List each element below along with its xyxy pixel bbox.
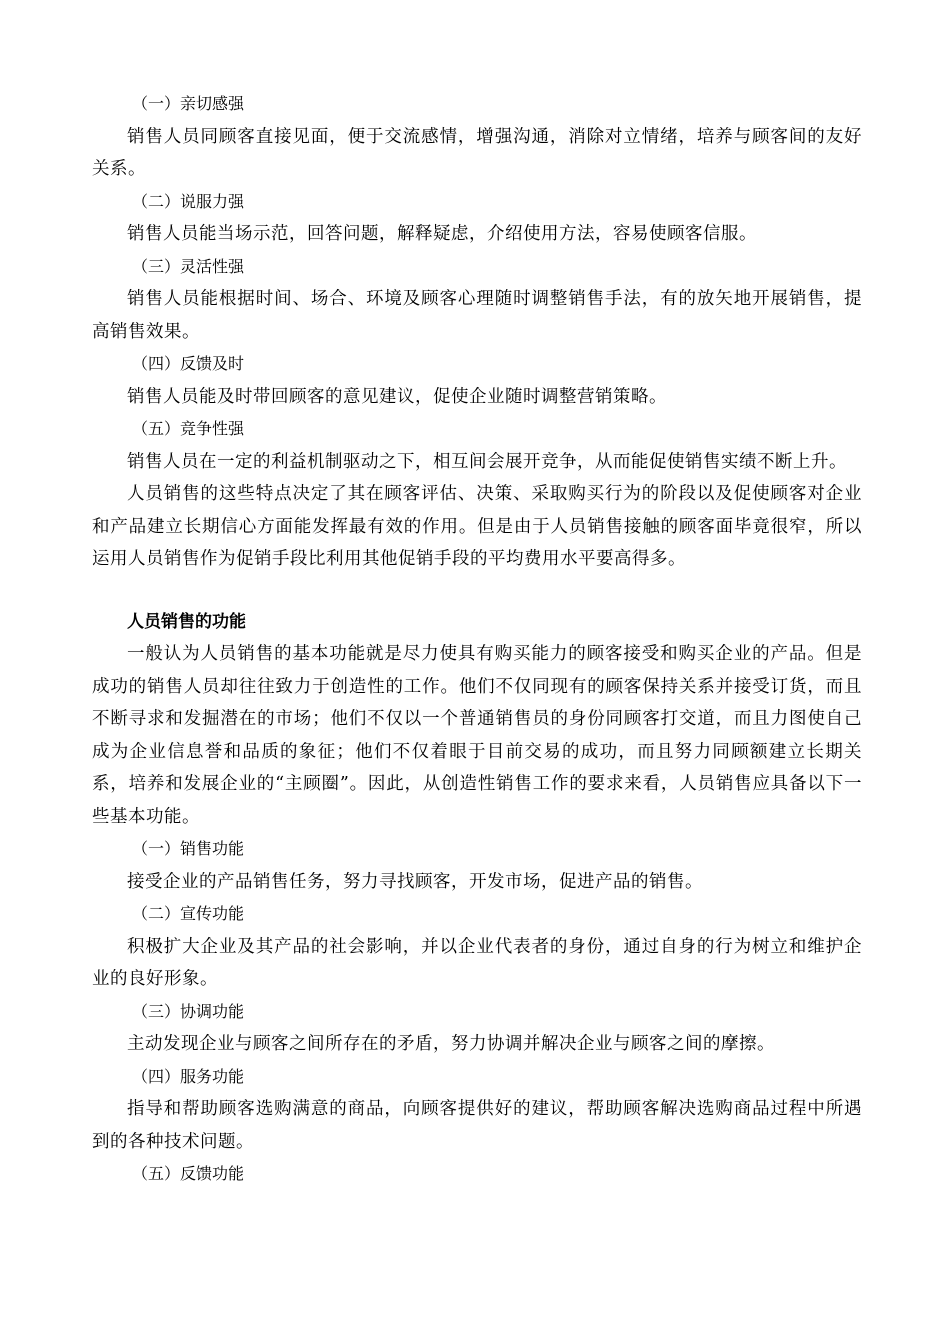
paragraph: 指导和帮助顾客选购满意的商品，向顾客提供好的建议，帮助顾客解决选购商品过程中所遇到的各种技术问题。	[92, 1099, 862, 1152]
paragraph: 人员销售的这些特点决定了其在顾客评估、决策、采取购买行为的阶段以及促使顾客对企业和产品建立长期信心方面能发挥最有效的作用。但是由于人员销售接触的顾客面毕竟很窄，所以运用人员销售作为促销手段比利用其他促销手段的平均费用水平要高得多。	[92, 484, 862, 569]
paragraph: 主动发现企业与顾客之间所存在的矛盾，努力协调并解决企业与顾客之间的摩擦。	[127, 1034, 775, 1054]
paragraph: 一般认为人员销售的基本功能就是尽力使具有购买能力的顾客接受和购买企业的产品。但是成功的销售人员却往往致力于创造性的工作。他们不仅同现有的顾客保持关系并接受订货，而且不断寻求和发掘潜在的市场；他们不仅以一个普通销售员的身份同顾客打交道，而且力图使自己成为企业信息誉和品质的象征；他们不仅着眼于目前交易的成功，而且努力同顾额建立长期关系，培养和发展企业的“主顾圈”。因此，从创造性销售工作的要求来看，人员销售应具备以下一些基本功能。	[92, 644, 862, 827]
subheading-persuasion: （二）说服力强	[132, 191, 245, 211]
subheading-sales-function: （一）销售功能	[132, 839, 245, 858]
paragraph: 销售人员能及时带回顾客的意见建议，促使企业随时调整营销策略。	[127, 386, 667, 407]
paragraph: 销售人员同顾客直接见面，便于交流感情，增强沟通，消除对立情绪，培养与顾客间的友好关系。	[92, 126, 862, 179]
document-body	[92, 88, 862, 1191]
subheading-competition: （五）竞争性强	[132, 419, 245, 438]
paragraph: 接受企业的产品销售任务，努力寻找顾客，开发市场，促进产品的销售。	[127, 871, 703, 892]
paragraph: 销售人员能当场示范，回答问题，解释疑虑，介绍使用方法，容易使顾客信服。	[127, 224, 757, 244]
subheading-feedback: （四）反馈及时	[132, 354, 245, 373]
subheading-coordination-function: （三）协调功能	[132, 1001, 245, 1021]
subheading-service-function: （四）服务功能	[132, 1066, 245, 1086]
subheading-feedback-function: （五）反馈功能	[132, 1164, 245, 1183]
paragraph: 销售人员在一定的利益机制驱动之下，相互间会展开竞争，从而能促使销售实绩不断上升。	[127, 451, 847, 472]
paragraph: 销售人员能根据时间、场合、环境及顾客心理随时调整销售手法，有的放矢地开展销售，提高销售效果。	[92, 289, 862, 342]
section-heading: 人员销售的功能	[127, 611, 246, 632]
subheading-promotion-function: （二）宣传功能	[132, 904, 245, 923]
subheading-intimacy: （一）亲切感强	[132, 94, 245, 113]
subheading-flexibility: （三）灵活性强	[132, 256, 245, 276]
paragraph: 积极扩大企业及其产品的社会影响，并以企业代表者的身份，通过自身的行为树立和维护企业的良好形象。	[92, 936, 862, 989]
